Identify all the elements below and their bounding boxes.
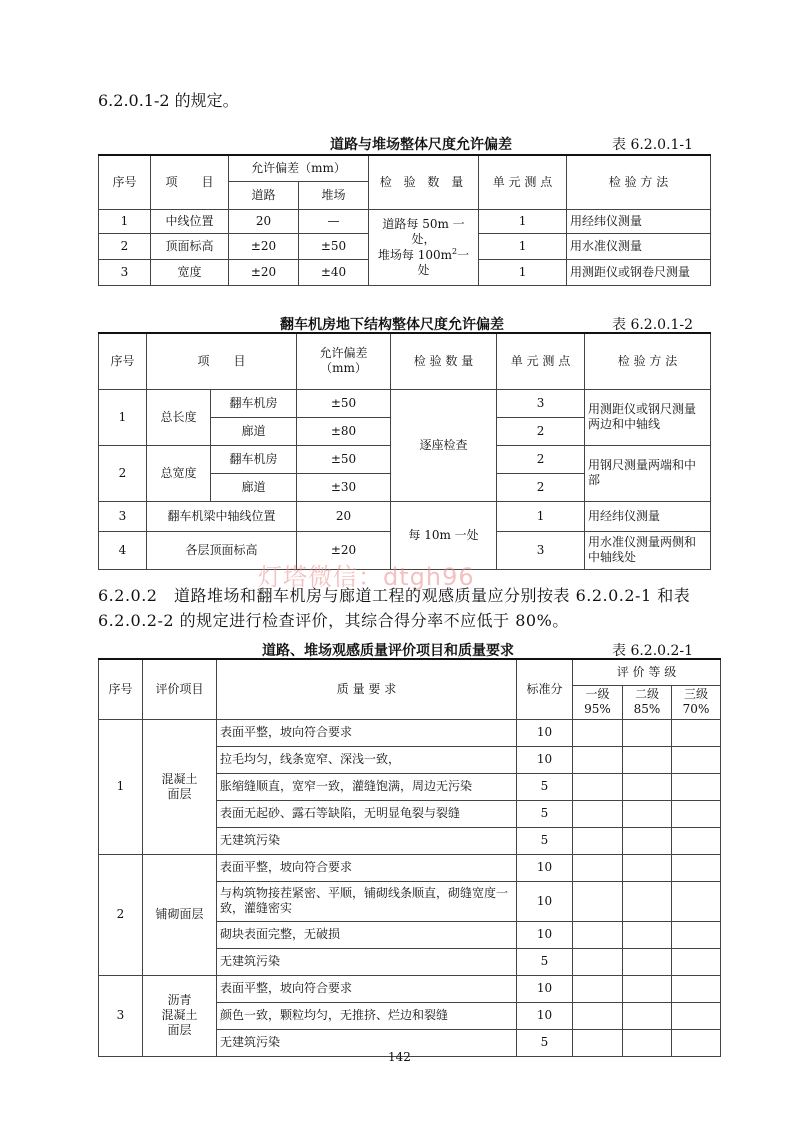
t3-req: 拉毛均匀，线条宽窄、深浅一致， — [217, 746, 517, 773]
t1-method: 用水准仪测量 — [567, 233, 711, 259]
t3-g3-label: 三级 — [684, 687, 709, 701]
t1-item: 宽度 — [151, 259, 229, 285]
t3-seq: 2 — [99, 854, 143, 975]
t2-tol: ±20 — [297, 531, 391, 569]
t3-header-grade: 评 价 等 级 — [573, 659, 721, 685]
t1-yard: ±50 — [299, 233, 369, 259]
t2-tol: ±50 — [297, 445, 391, 473]
t1-header-road: 道路 — [229, 181, 299, 209]
t2-group-name: 总长度 — [147, 389, 211, 445]
t3-req: 表面平整，坡向符合要求 — [217, 719, 517, 746]
t1-road: ±20 — [229, 259, 299, 285]
t2-header-points: 单 元 测 点 — [497, 333, 585, 389]
t2-seq: 4 — [99, 531, 147, 569]
t2-header-method: 检 验 方 法 — [585, 333, 711, 389]
t1-points: 1 — [479, 259, 567, 285]
t2-sub-name: 翻车机房 — [211, 445, 297, 473]
t3-g1-label: 一级 — [585, 687, 610, 701]
t3-req: 砌块表面完整，无破损 — [217, 921, 517, 948]
t3-g2-label: 二级 — [634, 687, 659, 701]
t3-score: 10 — [517, 719, 573, 746]
t2-sub-name: 翻车机房 — [211, 389, 297, 417]
t3-req: 表面平整，坡向符合要求 — [217, 854, 517, 881]
t3-score: 10 — [517, 854, 573, 881]
table1 — [98, 154, 711, 286]
t1-road: ±20 — [229, 233, 299, 259]
t2-points: 2 — [497, 473, 585, 501]
t3-header-g2 — [623, 685, 672, 719]
t2-tol: ±50 — [297, 389, 391, 417]
table-row — [99, 854, 721, 881]
table3-caption: 道路、堆场观感质量评价项目和质量要求 — [262, 643, 514, 659]
table-row — [99, 719, 721, 746]
t1-inspection-qty — [369, 209, 479, 285]
t1-seq: 1 — [99, 209, 151, 233]
t1-method: 用经纬仪测量 — [567, 209, 711, 233]
t2-method: 用钢尺测量两端和中部 — [585, 445, 711, 501]
t3-req: 表面无起砂、露石等缺陷，无明显龟裂与裂缝 — [217, 800, 517, 827]
t3-req: 无建筑污染 — [217, 1029, 517, 1056]
table2-caption: 翻车机房地下结构整体尺度允许偏差 — [280, 317, 504, 333]
t3-score: 10 — [517, 921, 573, 948]
table-row — [99, 389, 711, 417]
t1-seq: 3 — [99, 259, 151, 285]
t2-method: 用水准仪测量两侧和中轴线处 — [585, 531, 711, 569]
t3-seq: 1 — [99, 719, 143, 854]
table-row — [99, 501, 711, 531]
t3-item-l3: 面层 — [167, 1023, 192, 1037]
t3-score: 10 — [517, 1002, 573, 1029]
watermark: 灯塔微信：dtgh96 — [258, 563, 475, 591]
t1-seq: 2 — [99, 233, 151, 259]
t3-score: 5 — [517, 827, 573, 854]
t2-tol: 20 — [297, 501, 391, 531]
para-line1: 6.2.0.2 道路堆场和翻车机房与廊道工程的观感质量应分别按表 6.2.0.2-1 和表 — [98, 586, 691, 605]
t2-qty-g12: 逐座检查 — [391, 389, 497, 501]
t3-score: 5 — [517, 948, 573, 975]
t3-req: 颜色一致，颗粒均匀，无推挤、烂边和裂缝 — [217, 1002, 517, 1029]
t3-item — [143, 975, 217, 1056]
t1-item: 中线位置 — [151, 209, 229, 233]
t2-seq: 3 — [99, 501, 147, 531]
t1-header-seq: 序号 — [99, 155, 151, 209]
t3-header-g1 — [573, 685, 623, 719]
t3-req: 表面平整，坡向符合要求 — [217, 975, 517, 1002]
t2-header-tolerance — [297, 333, 391, 389]
t3-g3-pct: 70% — [682, 702, 710, 716]
t1-qty-line3: 一处 — [417, 247, 470, 277]
t1-points: 1 — [479, 233, 567, 259]
t1-header-qty: 检 验 数 量 — [369, 155, 479, 209]
table3 — [98, 658, 721, 1057]
t2-seq: 1 — [99, 389, 147, 445]
t2-item: 各层顶面标高 — [147, 531, 297, 569]
t2-sub-name: 廊道 — [211, 417, 297, 445]
t3-item: 铺砌面层 — [143, 854, 217, 975]
t2-header-tol-l2: （mm） — [320, 361, 367, 376]
t3-seq: 3 — [99, 975, 143, 1056]
t2-qty-r34: 每 10m 一处 — [391, 501, 497, 569]
t3-item-l2: 面层 — [167, 786, 192, 801]
table2-number: 表 6.2.0.1-2 — [612, 317, 694, 333]
t1-header-method: 检 验 方 法 — [567, 155, 711, 209]
t2-header-item: 项 目 — [147, 333, 297, 389]
t2-points: 2 — [497, 445, 585, 473]
t1-qty-sup: 2 — [452, 246, 458, 256]
para-line2: 6.2.0.2-2 的规定进行检查评价，其综合得分率不应低于 80%。 — [98, 611, 569, 630]
t1-header-points: 单 元 测 点 — [479, 155, 567, 209]
t3-header-req: 质 量 要 求 — [217, 659, 517, 719]
t2-points: 2 — [497, 417, 585, 445]
table2 — [98, 332, 711, 570]
t3-req: 无建筑污染 — [217, 948, 517, 975]
t3-score: 10 — [517, 881, 573, 921]
t2-item: 翻车机梁中轴线位置 — [147, 501, 297, 531]
table-row — [99, 975, 721, 1002]
t3-item-l1: 沥青 — [167, 993, 192, 1007]
t2-method: 用经纬仪测量 — [585, 501, 711, 531]
t3-header-item: 评价项目 — [143, 659, 217, 719]
page-number: 142 — [388, 1050, 411, 1064]
t3-score: 5 — [517, 773, 573, 800]
t2-tol: ±80 — [297, 417, 391, 445]
table3-number: 表 6.2.0.2-1 — [612, 643, 694, 659]
t3-item-l1: 混凝土 — [161, 771, 198, 786]
t2-method: 用测距仪或钢尺测量两边和中轴线 — [585, 389, 711, 445]
t1-qty-line2 — [372, 247, 475, 278]
t3-header-score: 标准分 — [517, 659, 573, 719]
table1-caption: 道路与堆场整体尺度允许偏差 — [330, 137, 512, 153]
table-row — [99, 209, 711, 233]
t2-seq: 2 — [99, 445, 147, 501]
t1-header-yard: 堆场 — [299, 181, 369, 209]
intro-line: 6.2.0.1-2 的规定。 — [98, 91, 239, 110]
t2-group-name: 总宽度 — [147, 445, 211, 501]
t3-req: 无建筑污染 — [217, 827, 517, 854]
t2-header-tol-l1: 允许偏差 — [319, 346, 368, 361]
t3-item — [143, 719, 217, 854]
t2-points: 3 — [497, 389, 585, 417]
t1-road: 20 — [229, 209, 299, 233]
t2-sub-name: 廊道 — [211, 473, 297, 501]
t3-g2-pct: 85% — [633, 702, 661, 716]
t1-points: 1 — [479, 209, 567, 233]
table1-number: 表 6.2.0.1-1 — [612, 137, 694, 153]
t3-req: 胀缩缝顺直，宽窄一致，灌缝饱满，周边无污染 — [217, 773, 517, 800]
t2-header-qty: 检 验 数 量 — [391, 333, 497, 389]
t1-qty-line2-text: 堆场每 100m — [377, 247, 453, 262]
t1-yard: — — [299, 209, 369, 233]
t2-tol: ±30 — [297, 473, 391, 501]
t3-header-g3 — [672, 685, 721, 719]
t2-header-seq: 序号 — [99, 333, 147, 389]
t3-g1-pct: 95% — [584, 702, 611, 716]
t3-score: 5 — [517, 1029, 573, 1056]
t1-qty-line1: 道路每 50m 一处， — [382, 216, 465, 246]
t2-points: 3 — [497, 531, 585, 569]
t3-header-seq: 序号 — [99, 659, 143, 719]
t1-header-tolerance: 允许偏差（mm） — [229, 155, 369, 181]
t3-score: 5 — [517, 800, 573, 827]
t1-header-item: 项 目 — [151, 155, 229, 209]
t3-score: 10 — [517, 975, 573, 1002]
t1-method: 用测距仪或钢卷尺测量 — [567, 259, 711, 285]
t3-req: 与构筑物接茬紧密、平顺，铺砌线条顺直，砌缝宽度一致，灌缝密实 — [217, 881, 517, 921]
t1-item: 顶面标高 — [151, 233, 229, 259]
t3-item-l2: 混凝土 — [161, 1008, 198, 1022]
t2-points: 1 — [497, 501, 585, 531]
t3-score: 10 — [517, 746, 573, 773]
t1-yard: ±40 — [299, 259, 369, 285]
